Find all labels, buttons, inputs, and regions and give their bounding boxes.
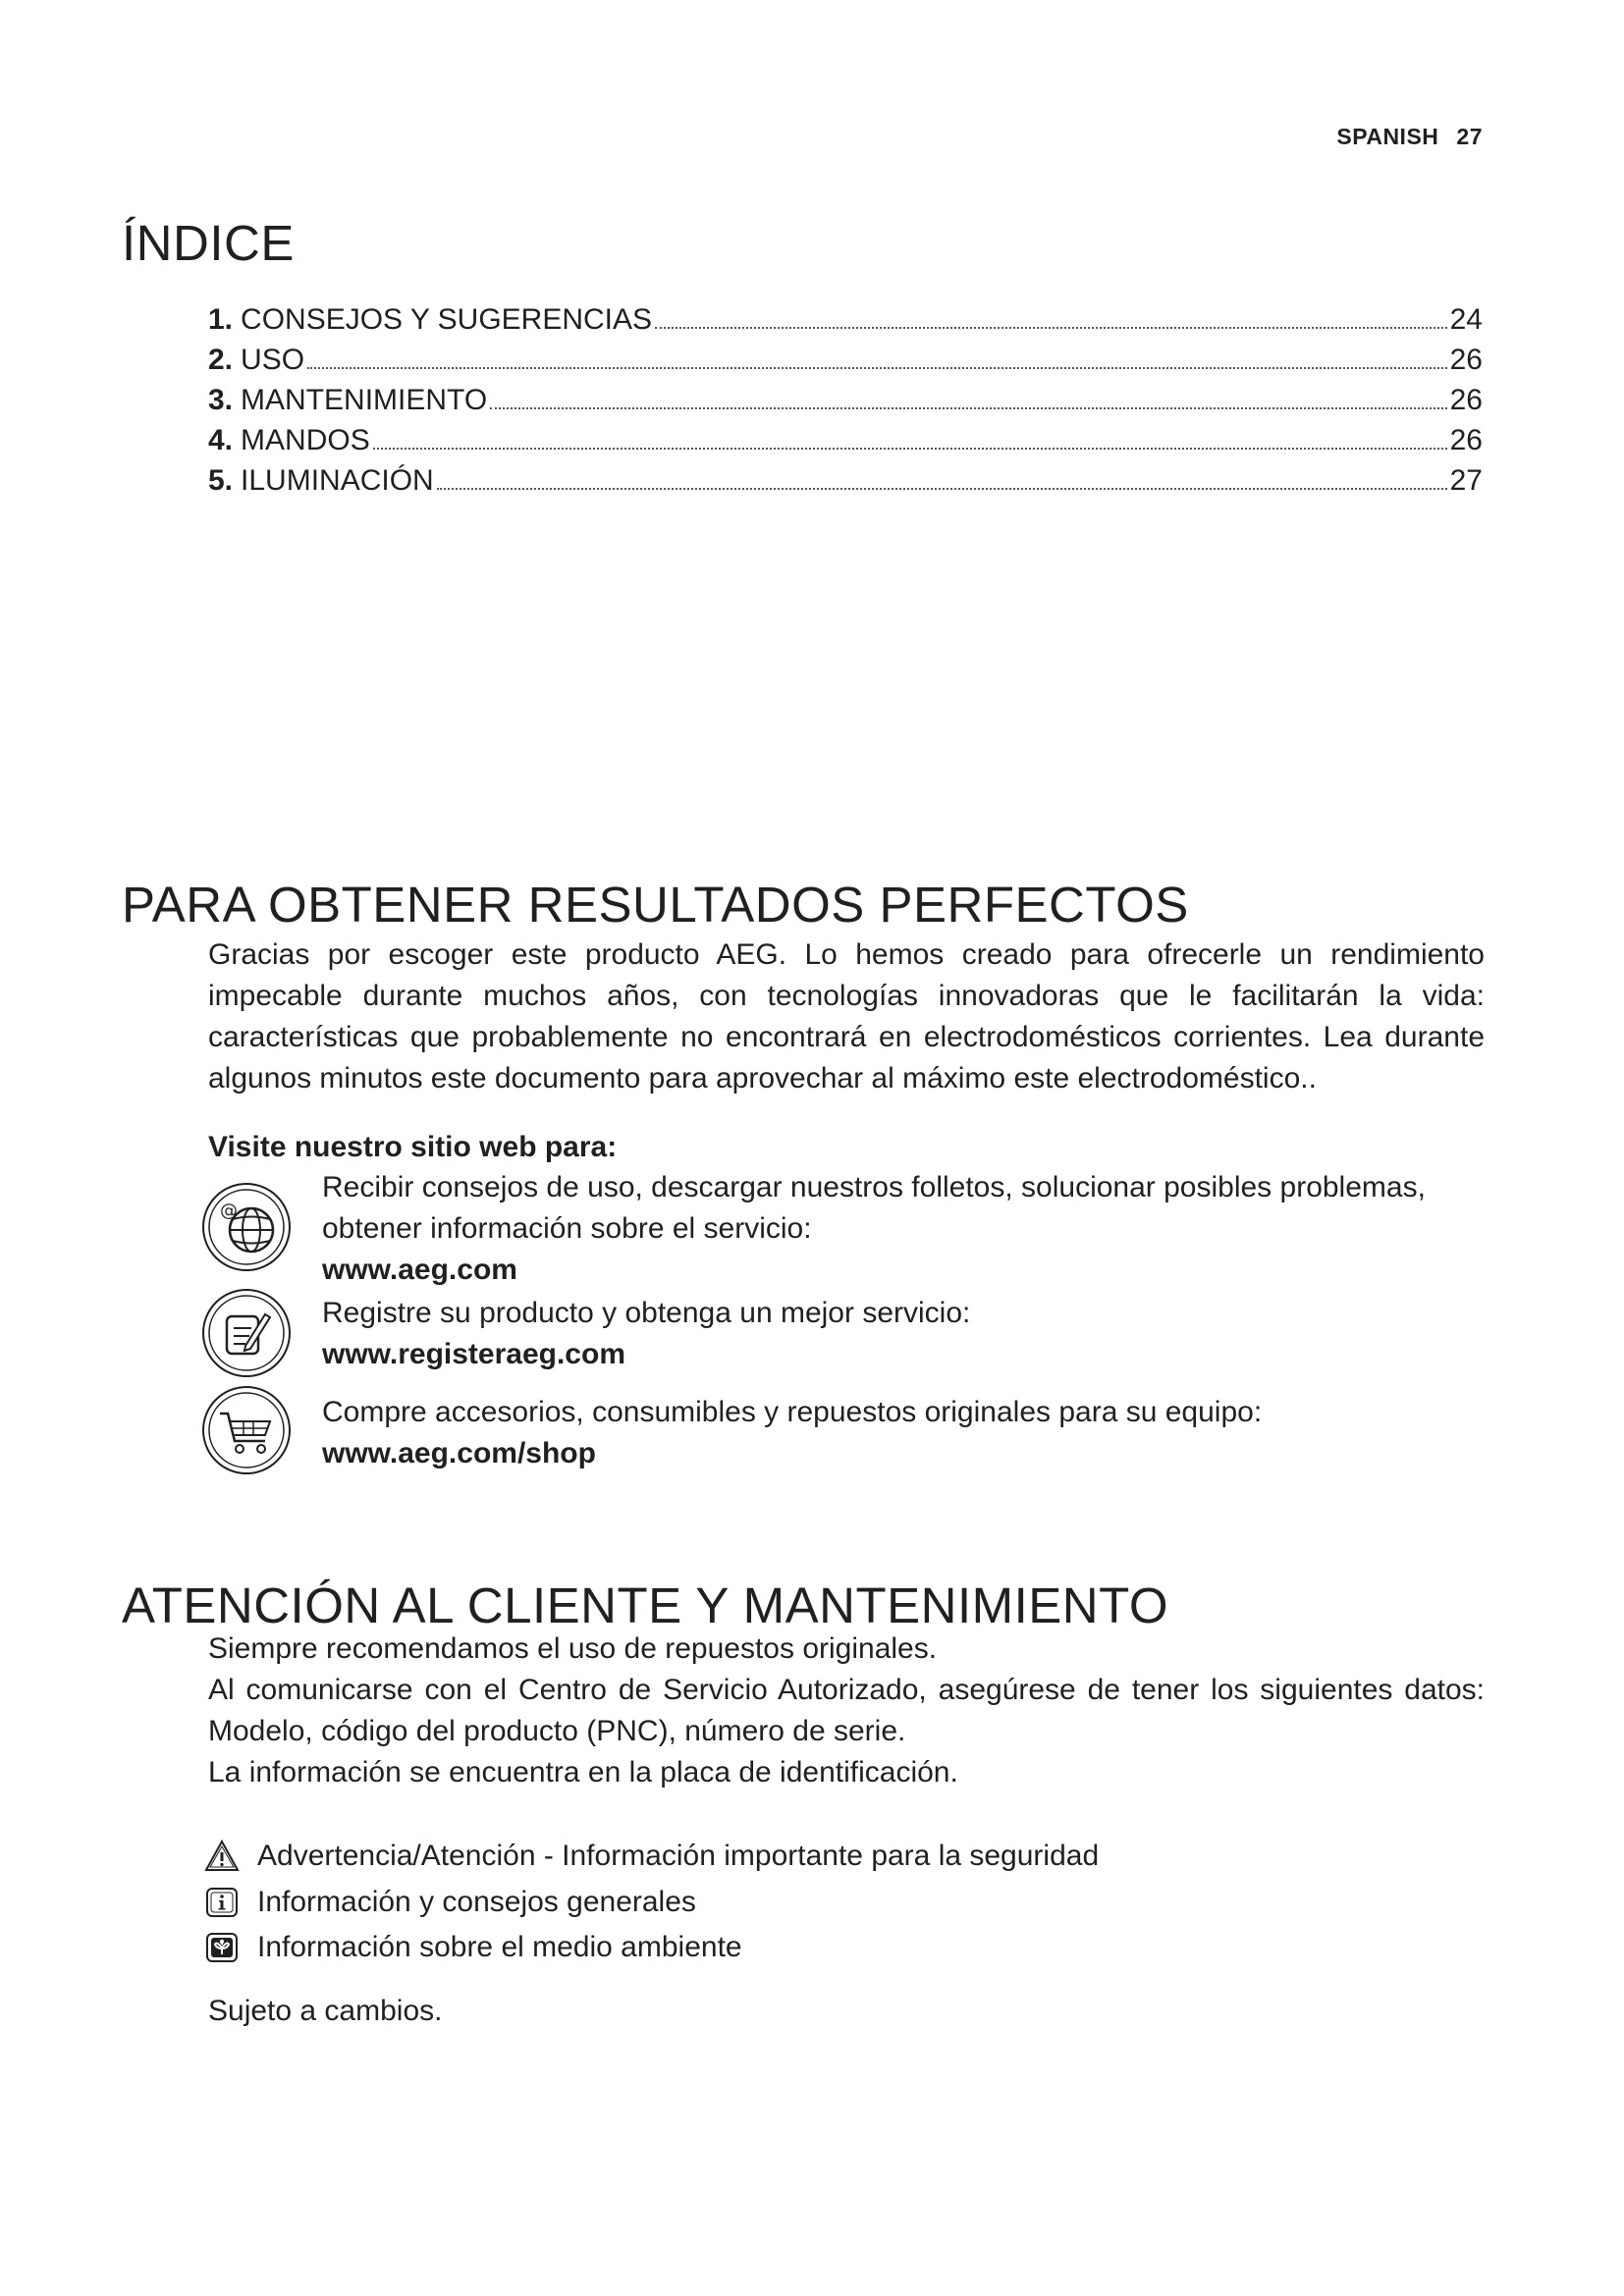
registeraeg-link[interactable]: www.registeraeg.com [322,1338,625,1370]
toc-entry-number: 3. [208,384,234,416]
legend-item-environment [204,1930,742,1965]
page-header [1336,124,1483,150]
language-label: SPANISH [1336,124,1439,149]
legend-text: Información sobre el medio ambiente [257,1931,742,1963]
shopping-cart-icon [200,1384,293,1476]
index-title: ÍNDICE [122,215,295,271]
web-item-text [322,1293,1490,1375]
toc-leader-dots [655,327,1447,329]
aeg-shop-link[interactable]: www.aeg.com/shop [322,1437,596,1469]
web-item-text [322,1392,1490,1474]
toc-entry-label: CONSEJOS Y SUGERENCIAS [241,303,653,336]
info-icon [204,1885,240,1920]
toc-entry[interactable] [208,464,1483,505]
web-item-description: Compre accesorios, consumibles y repuestos originales para su equipo: [322,1396,1263,1428]
toc-entry-label: USO [241,344,305,376]
toc-entry[interactable] [208,303,1483,344]
globe-at-icon [200,1181,293,1273]
toc-entry[interactable] [208,424,1483,464]
toc-leader-dots [490,407,1446,409]
toc-entry-page: 26 [1449,384,1483,416]
page-number: 27 [1456,124,1483,149]
original-parts-note: Siempre recomendamos el uso de repuestos originales. [208,1632,938,1665]
toc-entry-label: ILUMINACIÓN [241,464,434,497]
subject-to-change-note: Sujeto a cambios. [208,1995,443,2027]
svg-text:@: @ [220,1201,238,1221]
toc-entry[interactable] [208,344,1483,384]
toc-entry-number: 5. [208,464,234,497]
toc-entry[interactable] [208,384,1483,424]
web-item-text [322,1167,1490,1291]
legend-item-warning [204,1839,1099,1874]
toc-entry-number: 1. [208,303,234,336]
service-contact-info: Al comunicarse con el Centro de Servicio Autorizado, asegúrese de tener los siguientes datos: Modelo, código del producto (PNC), número de serie. [208,1674,1485,1747]
perfect-results-body: Gracias por escoger este producto AEG. Lo hemos creado para ofrecerle un rendimiento impecable durante muchos años, con tecnologías innovadoras que le facilitarán la vida: características que probablemente no encontrará en electrodomésticos corrientes. Lea durante algunos minutos este documento para aprovechar al máximo este electrodoméstico.. [208,938,1485,1095]
environment-icon [204,1930,240,1965]
register-form-icon [200,1287,293,1379]
toc-leader-dots [437,488,1447,490]
table-of-contents [208,303,1483,505]
toc-leader-dots [307,367,1447,369]
toc-entry-page: 26 [1449,344,1483,376]
customer-service-title: ATENCIÓN AL CLIENTE Y MANTENIMIENTO [122,1577,1169,1633]
toc-entry-label: MANTENIMIENTO [241,384,488,416]
toc-entry-page: 26 [1449,424,1483,456]
toc-entry-label: MANDOS [241,424,370,456]
toc-entry-page: 24 [1449,303,1483,336]
toc-entry-number: 4. [208,424,234,456]
warning-triangle-icon [204,1839,240,1874]
web-item-description: Registre su producto y obtenga un mejor servicio: [322,1297,971,1329]
aeg-link[interactable]: www.aeg.com [322,1254,517,1286]
legend-item-info [204,1885,696,1920]
rating-plate-note: La información se encuentra en la placa de identificación. [208,1756,958,1789]
visit-website-heading: Visite nuestro sitio web para: [208,1131,618,1163]
toc-entry-page: 27 [1449,464,1483,497]
legend-text: Información y consejos generales [257,1886,696,1918]
toc-leader-dots [373,448,1447,450]
perfect-results-title: PARA OBTENER RESULTADOS PERFECTOS [122,877,1189,933]
toc-entry-number: 2. [208,344,234,376]
web-item-description: Recibir consejos de uso, descargar nuestros folletos, solucionar posibles problemas, obtener información sobre el servicio: [322,1171,1426,1245]
legend-text: Advertencia/Atención - Información importante para la seguridad [257,1840,1100,1872]
